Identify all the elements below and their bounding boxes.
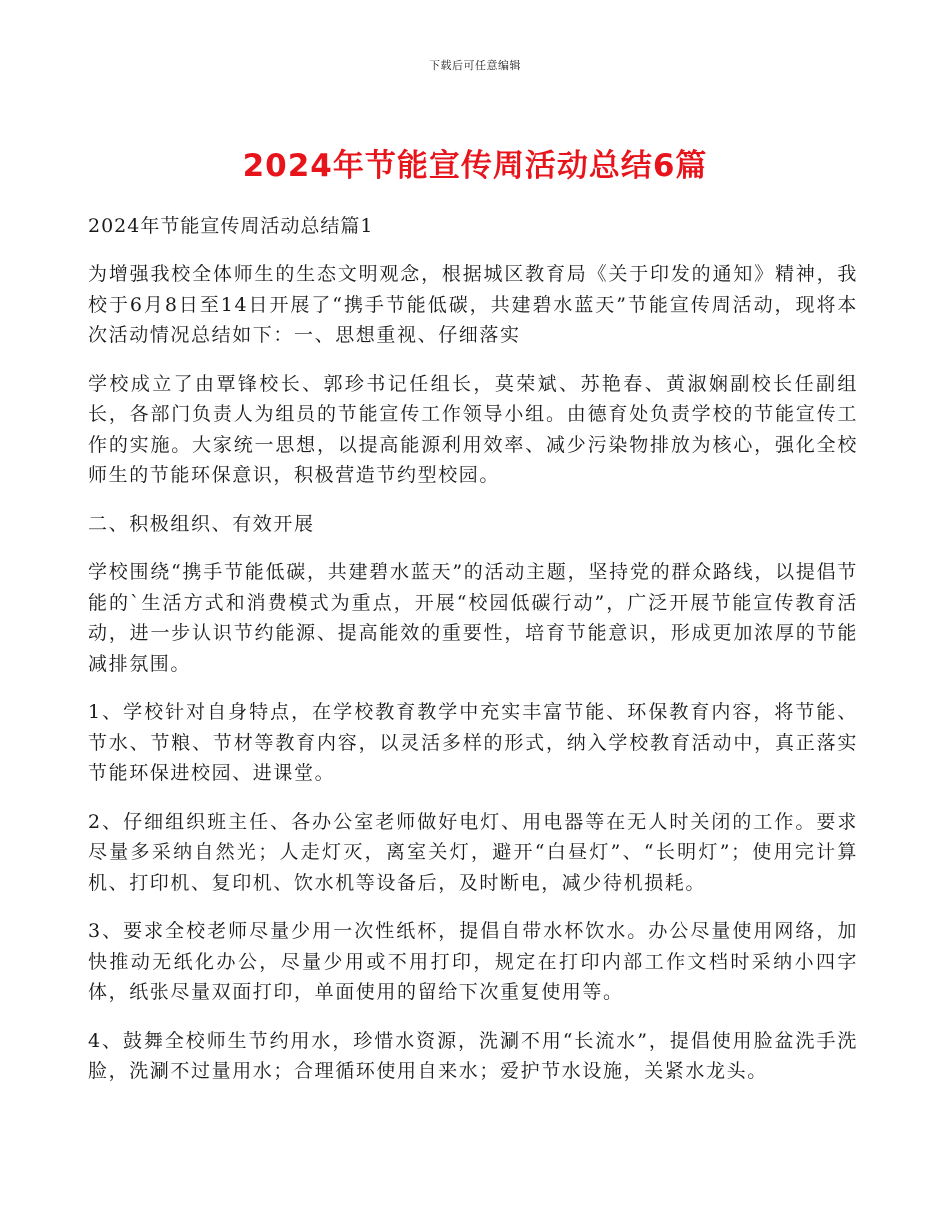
section-heading-organize: 二、积极组织、有效开展	[88, 512, 315, 535]
paragraph-item-2: 2、仔细组织班主任、各办公室老师做好电灯、用电器等在无人时关闭的工作。要求尽量多采纳自然光；人走灯灭，离室关灯，避开“白昼灯”、“长明灯”；使用完计算机、打印机、复印机、饮水机等设备后，及时断电，减少待机损耗。	[88, 810, 858, 894]
paragraph-intro: 为增强我校全体师生的生态文明观念，根据城区教育局《关于印发的通知》精神，我校于6月8日至14日开展了“携手节能低碳，共建碧水蓝天”节能宣传周活动，现将本次活动情况总结如下：一、思想重视、仔细落实	[88, 263, 858, 346]
document-title: 2024年节能宣传周活动总结6篇	[242, 148, 708, 184]
paragraph-item-3: 3、要求全校老师尽量少用一次性纸杯，提倡自带水杯饮水。办公尽量使用网络，加快推动无纸化办公，尽量少用或不用打印，规定在打印内部工作文档时采纳小四字体，纸张尽量双面打印，单面使用的留给下次重复使用等。	[88, 920, 858, 1003]
document-body	[88, 211, 858, 1105]
section-subtitle: 2024年节能宣传周活动总结篇1	[88, 215, 374, 237]
paragraph-item-4: 4、鼓舞全校师生节约用水，珍惜水资源，洗涮不用“长流水”，提倡使用脸盆洗手洗脸，洗涮不过量用水；合理循环使用自来水；爱护节水设施，关紧水龙头。	[88, 1029, 858, 1082]
paragraph-item-1: 1、学校针对自身特点，在学校教育教学中充实丰富节能、环保教育内容，将节能、节水、节粮、节材等教育内容，以灵活多样的形式，纳入学校教育活动中，真正落实节能环保进校园、进课堂。	[88, 701, 858, 784]
paragraph-leadership-group: 学校成立了由覃锋校长、郭珍书记任组长，莫荣斌、苏艳春、黄淑娴副校长任副组长，各部门负责人为组员的节能宣传工作领导小组。由德育处负责学校的节能宣传工作的实施。大家统一思想，以提高能源利用效率、减少污染物排放为核心，强化全校师生的节能环保意识，积极营造节约型校园。	[88, 372, 858, 486]
header-note: 下载后可任意编辑	[429, 59, 521, 72]
paragraph-theme: 学校围绕“携手节能低碳，共建碧水蓝天”的活动主题，坚持党的群众路线，以提倡节能的`生活方式和消费模式为重点，开展“校园低碳行动”，广泛开展节能宣传教育活动，进一步认识节约能源、提高能效的重要性，培育节能意识，形成更加浓厚的节能减排氛围。	[88, 561, 858, 675]
